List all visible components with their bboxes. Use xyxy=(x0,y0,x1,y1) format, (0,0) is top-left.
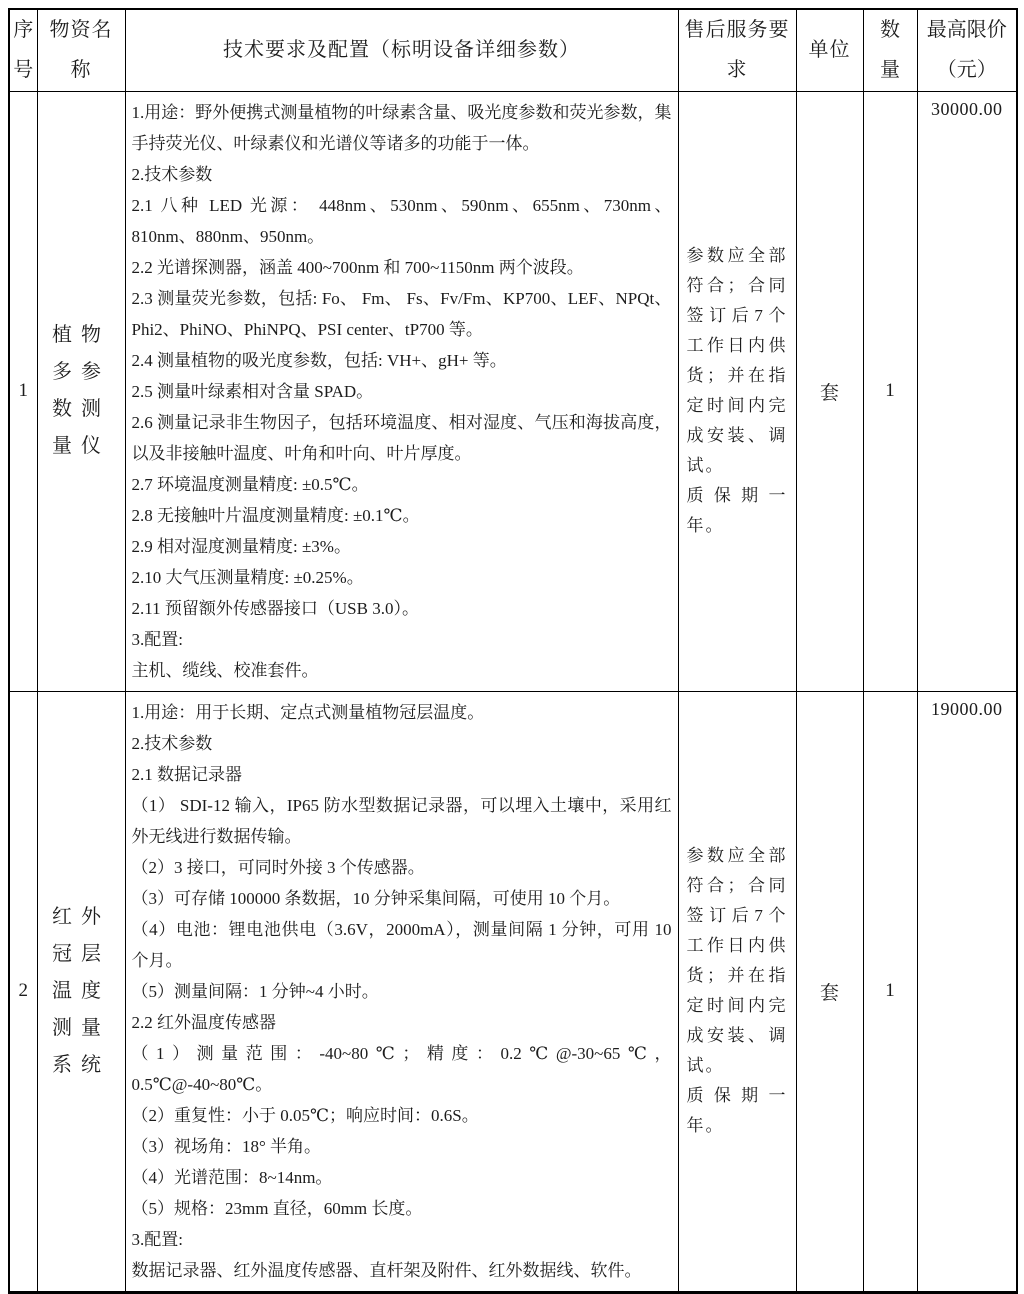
row-index-cell: 1 xyxy=(9,91,37,691)
table-body xyxy=(9,91,1017,1292)
max-price-cell: 19000.00 xyxy=(917,691,1017,1292)
tech-spec-line: 1.用途：用于长期、定点式测量植物冠层温度。 xyxy=(131,702,485,722)
tech-spec-line: 2.1 八种 LED 光源： 448nm、530nm、590nm、655nm、730nm、810nm、880nm、950nm。 xyxy=(131,195,672,246)
service-req-line: 参数应全部符合；合同签订后7个工作日内供货；并在指定时间内完成安装、调试。 xyxy=(686,846,788,1075)
service-req-line: 参数应全部符合；合同签订后7个工作日内供货；并在指定时间内完成安装、调试。 xyxy=(686,246,788,475)
unit-cell: 套 xyxy=(796,91,863,691)
unit-cell: 套 xyxy=(796,691,863,1292)
col-header-name: 物资名称 xyxy=(37,9,125,91)
tech-spec-cell xyxy=(125,91,678,691)
tech-spec-line: 2.4 测量植物的吸光度参数，包括: VH+、gH+ 等。 xyxy=(131,350,507,370)
tech-spec-line: （5）规格：23mm 直径，60mm 长度。 xyxy=(131,1198,423,1218)
tech-spec-line: 主机、缆线、校准套件。 xyxy=(131,660,319,680)
tech-spec-line: 3.配置: xyxy=(131,629,183,649)
quantity-cell: 1 xyxy=(863,691,917,1292)
max-price-cell: 30000.00 xyxy=(917,91,1017,691)
tech-spec-line: （2）重复性：小于 0.05℃；响应时间：0.6S。 xyxy=(131,1105,479,1125)
tech-spec-line: 2.2 光谱探测器，涵盖 400~700nm 和 700~1150nm 两个波段。 xyxy=(131,257,584,277)
tech-spec-line: 2.1 数据记录器 xyxy=(131,764,242,784)
tech-spec-line: 2.2 红外温度传感器 xyxy=(131,1012,276,1032)
tech-spec-line: 数据记录器、红外温度传感器、直杆架及附件、红外数据线、软件。 xyxy=(131,1260,642,1280)
tech-spec-line: 1.用途：野外便携式测量植物的叶绿素含量、吸光度参数和荧光参数，集手持荧光仪、叶绿素仪和光谱仪等诸多的功能于一体。 xyxy=(131,102,672,153)
tech-spec-line: 2.3 测量荧光参数，包括: Fo、 Fm、 Fs、Fv/Fm、KP700、LEF、NPQt、Phi2、PhiNO、PhiNPQ、PSI center、tP700 等。 xyxy=(131,288,672,339)
tech-spec-line: 2.5 测量叶绿素相对含量 SPAD。 xyxy=(131,381,374,401)
col-header-unit: 单位 xyxy=(796,9,863,91)
tech-spec-line: 2.8 无接触叶片温度测量精度: ±0.1℃。 xyxy=(131,505,420,525)
quantity-cell: 1 xyxy=(863,91,917,691)
table-row xyxy=(9,91,1017,691)
tech-spec-line: 2.11 预留额外传感器接口（USB 3.0）。 xyxy=(131,598,419,618)
tech-spec-line: （5）测量间隔：1 分钟~4 小时。 xyxy=(131,981,379,1001)
tech-spec-line: 2.技术参数 xyxy=(131,164,213,184)
col-header-index: 序号 xyxy=(9,9,37,91)
procurement-table xyxy=(8,8,1018,1294)
table-header xyxy=(9,9,1017,91)
tech-spec-line: 2.6 测量记录非生物因子，包括环境温度、相对湿度、气压和海拔高度，以及非接触叶温度、叶角和叶向、叶片厚度。 xyxy=(131,412,672,463)
tech-spec-line: （3）可存储 100000 条数据，10 分钟采集间隔，可使用 10 个月。 xyxy=(131,888,621,908)
table-row xyxy=(9,691,1017,1292)
tech-spec-line: 2.7 环境温度测量精度: ±0.5℃。 xyxy=(131,474,369,494)
service-req-cell xyxy=(678,91,796,691)
tech-spec-line: 2.10 大气压测量精度: ±0.25%。 xyxy=(131,567,364,587)
tech-spec-line: （4）光谱范围：8~14nm。 xyxy=(131,1167,333,1187)
service-req-line: 质保期一年。 xyxy=(686,1086,788,1135)
tech-spec-line: （4）电池：锂电池供电（3.6V，2000mA），测量间隔 1 分钟，可用 10 个月。 xyxy=(131,919,672,970)
tech-spec-line: 2.技术参数 xyxy=(131,733,213,753)
tech-spec-line: 2.9 相对湿度测量精度: ±3%。 xyxy=(131,536,351,556)
header-row xyxy=(9,9,1017,91)
service-req-line: 质保期一年。 xyxy=(686,486,788,535)
col-header-service: 售后服务要求 xyxy=(678,9,796,91)
col-header-tech: 技术要求及配置（标明设备详细参数） xyxy=(125,9,678,91)
tech-spec-line: （1）测量范围：-40~80℃；精度：0.2℃@-30~65℃，0.5℃@-40~80℃。 xyxy=(131,1043,672,1094)
tech-spec-line: 3.配置: xyxy=(131,1229,183,1249)
service-req-cell xyxy=(678,691,796,1292)
tech-spec-line: （2）3 接口，可同时外接 3 个传感器。 xyxy=(131,857,425,877)
row-index-cell: 2 xyxy=(9,691,37,1292)
tech-spec-line: （3）视场角：18° 半角。 xyxy=(131,1136,322,1156)
item-name-cell: 植物多参数测量仪 xyxy=(37,91,125,691)
tech-spec-line: （1） SDI-12 输入，IP65 防水型数据记录器，可以埋入土壤中，采用红外无线进行数据传输。 xyxy=(131,795,672,846)
tech-spec-cell xyxy=(125,691,678,1292)
col-header-qty: 数量 xyxy=(863,9,917,91)
col-header-price: 最高限价（元） xyxy=(917,9,1017,91)
item-name-cell: 红外冠层温度测量系统 xyxy=(37,691,125,1292)
